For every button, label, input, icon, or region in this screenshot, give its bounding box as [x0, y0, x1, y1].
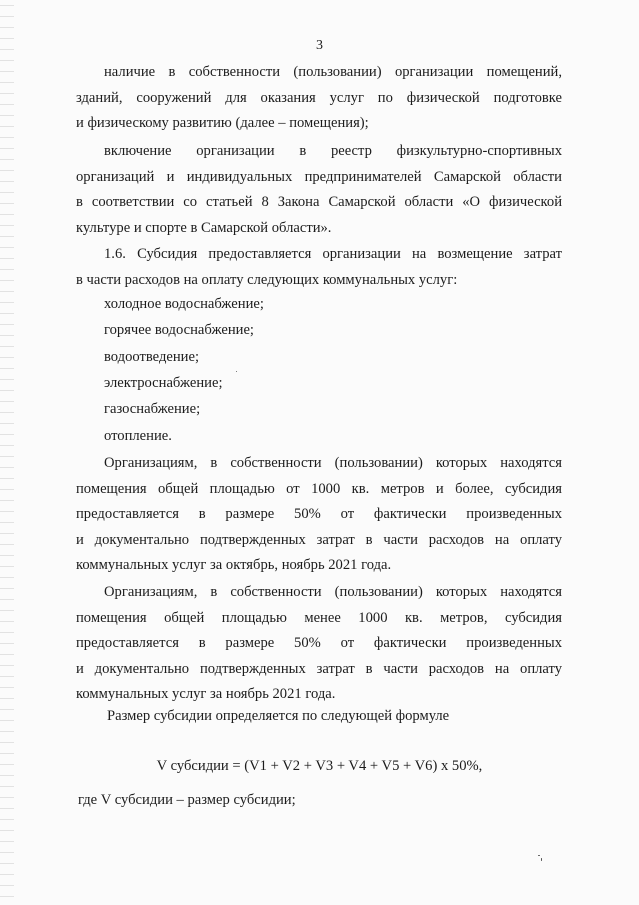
paragraph-line: помещения общей площадью от 1000 кв. метров и более, субсидия	[76, 480, 562, 497]
formula-intro: Размер субсидии определяется по следующей формуле	[107, 708, 450, 724]
paragraph-registry	[76, 139, 562, 241]
paragraph-line: в соответствии со статьей 8 Закона Самарской области «О физической	[76, 194, 562, 211]
subsidy-formula: V субсидии = (V1 + V2 + V3 + V4 + V5 + V6) x 50%,	[156, 758, 483, 774]
paragraph-line: предоставляется в размере 50% от фактически произведенных	[76, 506, 562, 523]
list-item-gas: газоснабжение;	[104, 401, 201, 417]
paragraph-line: культуре и спорте в Самарской области».	[76, 219, 332, 236]
paragraph-large-premises	[76, 451, 562, 579]
paragraph-small-premises	[76, 580, 562, 708]
list-item-electricity: электроснабжение;	[104, 375, 223, 391]
paragraph-line: 1.6. Субсидия предоставляется организации на возмещение затрат	[104, 246, 562, 262]
paragraph-line: Организациям, в собственности (пользовании) которых находятся	[104, 455, 562, 471]
paragraph-line: коммунальных услуг за октябрь, ноябрь 2021 года.	[76, 557, 392, 574]
paragraph-line: в части расходов на оплату следующих коммунальных услуг:	[76, 271, 458, 288]
list-item-heating: отопление.	[104, 428, 172, 444]
scan-speck	[541, 858, 542, 861]
paragraph-line: организаций и индивидуальных предпринимателей Самарской области	[76, 168, 562, 185]
page-number: 3	[316, 38, 323, 53]
paragraph-line: наличие в собственности (пользовании) организации помещений,	[104, 64, 562, 80]
paragraph-line: Организациям, в собственности (пользовании) которых находятся	[104, 584, 562, 600]
list-item-sewerage: водоотведение;	[104, 349, 200, 365]
formula-legend: где V субсидии – размер субсидии;	[78, 792, 296, 808]
list-item-cold-water: холодное водоснабжение;	[104, 296, 264, 312]
paragraph-line: коммунальных услуг за ноябрь 2021 года.	[76, 686, 336, 703]
paragraph-line: зданий, сооружений для оказания услуг по физической подготовке	[76, 89, 562, 106]
paragraph-line: помещения общей площадью менее 1000 кв. метров, субсидия	[76, 609, 562, 626]
paragraph-line: и документально подтвержденных затрат в части расходов на оплату	[76, 660, 562, 677]
paragraph-line: включение организации в реестр физкультурно-спортивных	[104, 143, 562, 159]
list-item-hot-water: горячее водоснабжение;	[104, 322, 254, 338]
paragraph-line: и документально подтвержденных затрат в части расходов на оплату	[76, 531, 562, 548]
paragraph-line: предоставляется в размере 50% от фактически произведенных	[76, 635, 562, 652]
paragraph-premises	[76, 60, 562, 137]
scan-speck	[538, 855, 540, 856]
scan-speck	[236, 371, 237, 372]
paragraph-section-1-6	[76, 242, 562, 293]
paragraph-line: и физическому развитию (далее – помещения);	[76, 115, 369, 132]
